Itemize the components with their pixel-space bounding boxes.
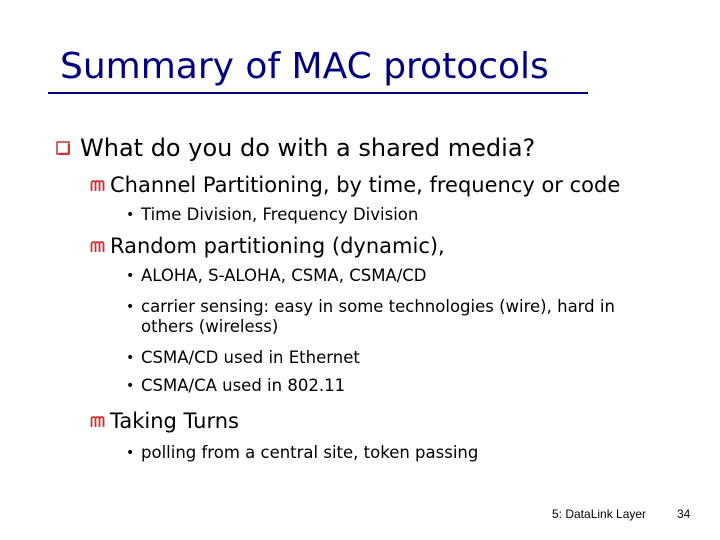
dot-bullet-icon: • bbox=[126, 350, 135, 366]
dot-bullet-icon: • bbox=[126, 299, 135, 315]
list-item-label: Random partitioning (dynamic), bbox=[110, 234, 445, 258]
page-number: 34 bbox=[677, 507, 691, 521]
sub-item: • ALOHA, S-ALOHA, CSMA, CSMA/CD bbox=[126, 266, 427, 285]
hollow-square-bullet-icon bbox=[56, 141, 70, 155]
m-shaped-bullet-icon bbox=[90, 239, 105, 254]
sub-item: • Time Division, Frequency Division bbox=[126, 205, 419, 224]
main-bullet bbox=[56, 133, 535, 163]
slide-title: Summary of MAC protocols bbox=[48, 42, 588, 94]
sub-item: • polling from a central site, token passing bbox=[126, 443, 479, 462]
sub-item: • CSMA/CA used in 802.11 bbox=[126, 376, 346, 395]
list-item bbox=[90, 171, 620, 199]
m-shaped-bullet-icon bbox=[90, 178, 105, 193]
list-item bbox=[90, 407, 239, 435]
sub-item: • CSMA/CD used in Ethernet bbox=[126, 348, 360, 367]
list-item-label: Channel Partitioning, by time, frequency or code bbox=[110, 173, 621, 197]
dot-bullet-icon: • bbox=[126, 207, 135, 223]
list-item-label: Taking Turns bbox=[110, 409, 239, 433]
main-bullet-text: What do you do with a shared media? bbox=[80, 134, 536, 162]
m-shaped-bullet-icon bbox=[90, 414, 105, 429]
footer-chapter: 5: DataLink Layer bbox=[552, 507, 647, 521]
dot-bullet-icon: • bbox=[126, 445, 135, 461]
list-item bbox=[90, 232, 445, 260]
dot-bullet-icon: • bbox=[126, 268, 135, 284]
dot-bullet-icon: • bbox=[126, 378, 135, 394]
sub-item: • carrier sensing: easy in some technologies (wire), hard in others (wireless) bbox=[126, 297, 615, 336]
